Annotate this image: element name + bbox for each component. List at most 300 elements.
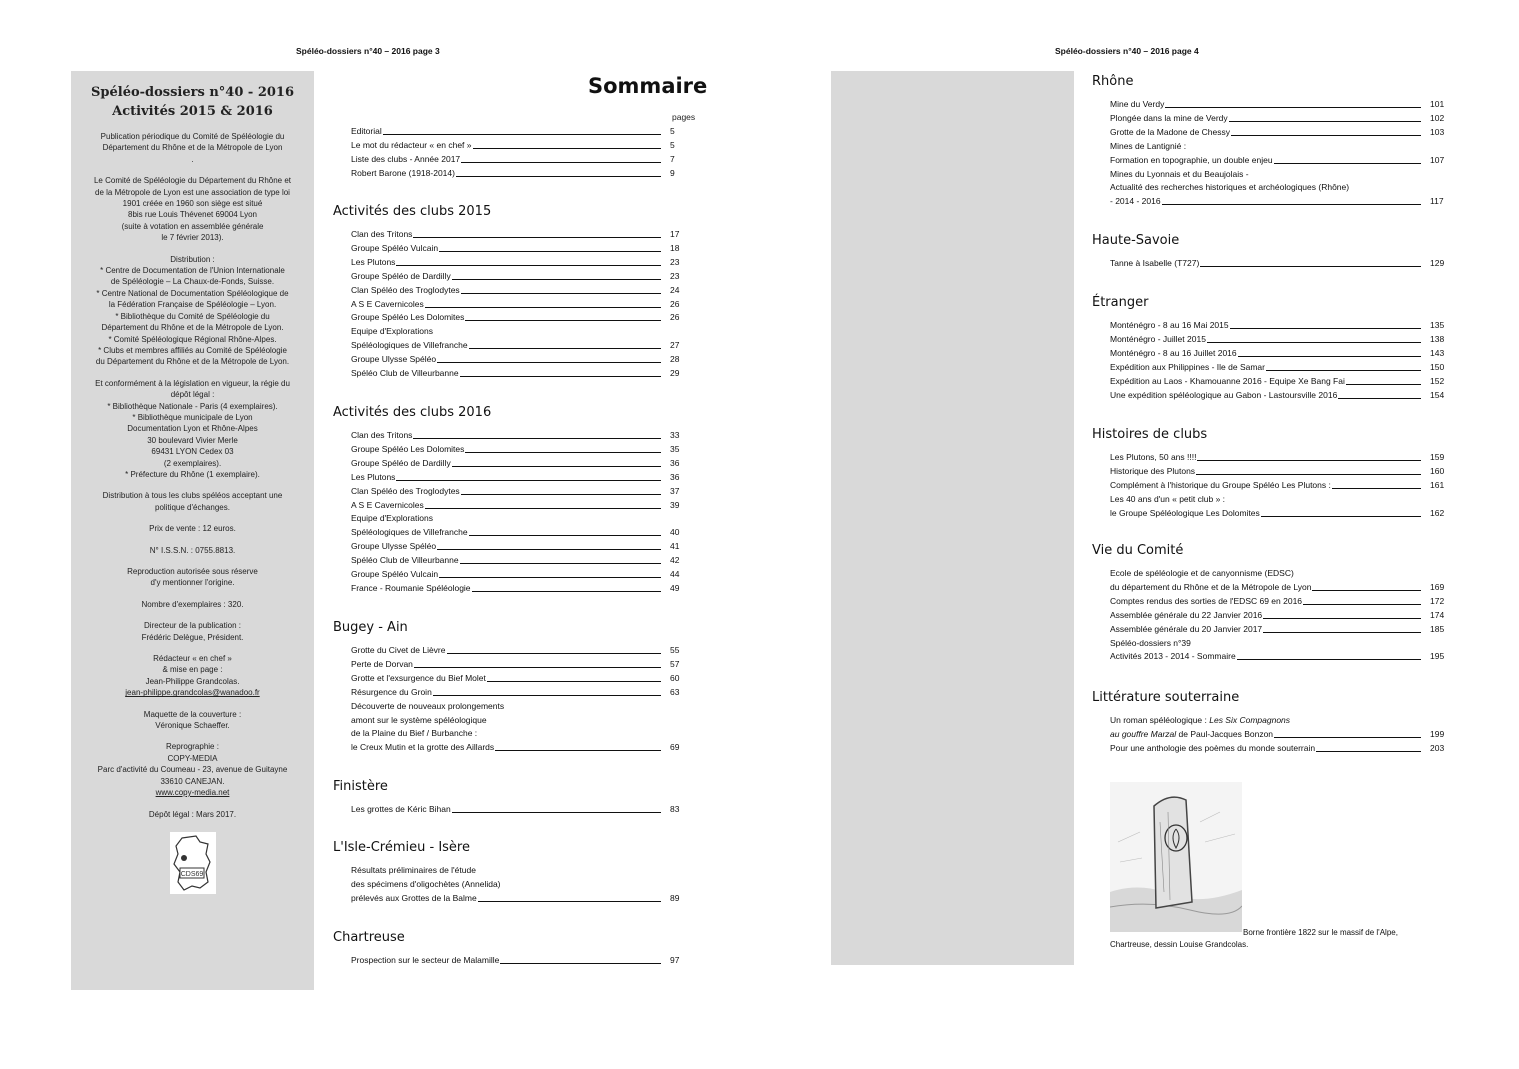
toc-entry-text: le Creux Mutin et la grotte des Aillards <box>351 742 495 753</box>
toc-entry[interactable] <box>1110 478 1445 492</box>
toc-entry[interactable] <box>1110 741 1445 755</box>
toc-entry-text: Grotte et l'exsurgence du Bief Molet <box>351 672 486 683</box>
toc-entry-title <box>351 470 396 484</box>
toc-entry-text: Spéléologiques de Villefranche <box>351 527 468 538</box>
toc-entry-text: Complément à l'historique du Groupe Spéléo Les Plutons : <box>1110 479 1331 490</box>
toc-entry-title <box>351 567 439 581</box>
toc-entry-text: de la Plaine du Bief / Burbanche : <box>351 728 478 739</box>
toc-entry[interactable] <box>351 713 664 727</box>
masthead-line: . <box>191 154 194 164</box>
toc-page-number: 63 <box>670 686 680 697</box>
toc-entry-title <box>1110 727 1274 741</box>
toc-entry[interactable] <box>351 366 680 380</box>
toc-entry-text: Les 40 ans d'un « petit club » : <box>1110 493 1226 504</box>
toc-entry-text: Groupe Spéléo Vulcain <box>351 242 439 253</box>
toc-entry-text: Expédition aux Philippines - Ile de Samar <box>1110 361 1265 372</box>
toc-page-number: 150 <box>1430 361 1445 372</box>
toc-page-number: 17 <box>670 229 680 239</box>
toc-entry[interactable] <box>1110 194 1444 208</box>
masthead-line: Parc d'activité du Coumeau - 23, avenue de Guitayne <box>97 765 288 775</box>
toc-entry-text: Clan des Tritons <box>351 229 413 239</box>
toc-entry-title <box>351 511 434 525</box>
toc-entry[interactable] <box>351 581 680 595</box>
toc-entry-text: Groupe Ulysse Spéléo <box>351 354 437 365</box>
pages-column-header: pages <box>672 112 696 122</box>
masthead-line: dépôt légal : <box>170 390 215 400</box>
masthead-block <box>71 523 314 534</box>
toc-entry-text: Groupe Spéléo Les Dolomites <box>351 443 465 454</box>
toc-page-number: 41 <box>670 541 680 552</box>
toc-page-number: 69 <box>670 742 680 753</box>
toc-entry-title <box>351 227 413 241</box>
toc-entry[interactable] <box>351 553 680 567</box>
masthead-line: 69431 LYON Cedex 03 <box>151 447 234 457</box>
masthead-line: Nombre d'exemplaires : 320. <box>141 599 244 609</box>
masthead-block <box>71 490 314 513</box>
toc-entry[interactable] <box>351 740 680 754</box>
toc-entry-text: Equipe d'Explorations <box>351 513 433 524</box>
toc-page-number: 36 <box>670 471 680 482</box>
toc-leader-line <box>351 265 661 266</box>
toc-entry-text: Spéléologiques de Villefranche <box>351 340 468 351</box>
masthead-line: Et conformément à la législation en vigueur, la régie du <box>95 378 290 388</box>
toc-entry[interactable] <box>351 498 680 512</box>
masthead-line: Département du Rhône et de la Métropole de Lyon. <box>101 323 284 333</box>
masthead-line: Jean-Philippe Grandcolas. <box>145 676 240 686</box>
toc-entry-text: Découverte de nouveaux prolongements <box>351 700 505 711</box>
toc-entry-text: Les Plutons <box>351 471 396 482</box>
toc-entry[interactable] <box>1110 256 1445 270</box>
toc-page-number: 37 <box>670 485 680 496</box>
masthead-line: Documentation Lyon et Rhône-Alpes <box>127 424 258 434</box>
toc-entry-text: Spéléo Club de Villeurbanne <box>351 368 459 378</box>
toc-entry-text: Pour une anthologie des poèmes du monde souterrain <box>1110 742 1316 753</box>
toc-entry-text: Clan Spéléo des Troglodytes <box>351 284 460 295</box>
toc-entry[interactable] <box>351 166 675 180</box>
toc-entry-text: Clan Spéléo des Troglodytes <box>351 485 460 496</box>
toc-entry-text: Grotte de la Madone de Chessy <box>1110 126 1231 137</box>
toc-entry-text: Historique des Plutons <box>1110 465 1196 476</box>
toc-entry-title <box>1110 153 1274 167</box>
toc-entry[interactable] <box>1110 636 1424 650</box>
toc-page-number: 36 <box>670 457 680 468</box>
toc-entry[interactable] <box>1110 97 1445 111</box>
masthead-line: COPY-MEDIA <box>167 753 218 763</box>
toc-entry-title <box>351 740 495 754</box>
toc-entry-text: prélevés aux Grottes de la Balme <box>351 892 477 903</box>
toc-entry-title <box>1110 256 1200 270</box>
toc-entry-text: Monténégro - 8 au 16 Mai 2015 <box>1110 320 1229 330</box>
section-heading: Vie du Comité <box>1092 543 1184 558</box>
toc-entry-title <box>1110 388 1338 402</box>
toc-entry-text: Groupe Spéléo de Dardilly <box>351 270 451 281</box>
toc-entry[interactable] <box>351 685 680 699</box>
masthead-block <box>71 545 314 556</box>
printer-website-link[interactable]: www.copy-media.net <box>155 788 230 798</box>
toc-entry-text: Groupe Ulysse Spéléo <box>351 541 437 552</box>
toc-entry[interactable] <box>351 324 664 338</box>
masthead-line: Reproduction autorisée sous réserve <box>127 567 258 576</box>
toc-entry-title <box>351 166 456 180</box>
toc-entry-text: Résultats préliminaires de l'étude <box>351 865 476 875</box>
toc-entry[interactable] <box>351 643 680 657</box>
toc-entry[interactable] <box>351 456 680 470</box>
toc-entry-title <box>1110 492 1226 506</box>
masthead-line: 1901 créée en 1960 son siège est situé <box>122 199 263 209</box>
toc-page-number: 40 <box>670 527 680 538</box>
toc-entry[interactable] <box>351 124 675 138</box>
toc-entry-italic-text: au gouffre Marzal <box>1110 728 1177 739</box>
toc-entry-text: Mine du Verdy <box>1110 99 1165 109</box>
toc-entry-text: Monténégro - Juillet 2015 <box>1110 333 1206 344</box>
masthead-line: Publication périodique du Comité de Spéléologie du <box>100 132 285 141</box>
toc-entry-title <box>1110 194 1162 208</box>
toc-entry-text: Groupe Spéléo de Dardilly <box>351 457 451 468</box>
toc-page-number: 102 <box>1430 112 1445 123</box>
toc-page-number: 27 <box>670 340 680 351</box>
toc-entry-text: Les Plutons <box>351 256 396 267</box>
masthead-line: * Préfecture du Rhône (1 exemplaire). <box>125 469 260 479</box>
toc-entry[interactable] <box>1110 374 1445 388</box>
toc-entry-text: Le mot du rédacteur « en chef » <box>351 139 472 150</box>
toc-entry-title <box>351 726 478 740</box>
toc-page-number: 159 <box>1430 452 1445 462</box>
masthead-line: Frédéric Delègue, Président. <box>141 632 244 642</box>
toc-entry-title <box>351 643 447 657</box>
toc-entry[interactable] <box>351 297 680 311</box>
toc-entry-title <box>1110 741 1316 755</box>
section-heading: Activités des clubs 2015 <box>333 204 492 219</box>
toc-entry-title <box>1110 97 1165 111</box>
toc-entry-title <box>351 442 465 456</box>
toc-entry[interactable] <box>351 953 680 967</box>
toc-entry[interactable] <box>1110 167 1424 181</box>
toc-entry-title <box>1110 636 1192 650</box>
toc-entry[interactable] <box>1110 622 1445 636</box>
toc-entry-title <box>1110 608 1263 622</box>
toc-entry[interactable] <box>351 726 664 740</box>
toc-entry-title <box>1110 649 1237 663</box>
masthead-line: Dépôt légal : Mars 2017. <box>148 809 237 819</box>
masthead-line: 8bis rue Louis Thévenet 69004 Lyon <box>128 210 257 220</box>
toc-entry-text: Clan des Tritons <box>351 430 413 440</box>
toc-entry[interactable] <box>1110 332 1445 346</box>
toc-entry-title <box>1110 374 1346 388</box>
toc-entry-title <box>1110 180 1350 194</box>
section-heading: L'Isle-Crémieu - Isère <box>333 840 470 855</box>
toc-entry-title <box>1110 360 1266 374</box>
toc-entry-title <box>351 428 413 442</box>
toc-entry[interactable] <box>351 877 664 891</box>
illustration-caption-line1: Borne frontière 1822 sur le massif de l'Alpe, <box>1243 928 1398 937</box>
masthead-block <box>71 175 314 243</box>
toc-entry-title <box>351 138 473 152</box>
toc-page-number: 161 <box>1430 479 1445 490</box>
toc-entry[interactable] <box>1110 346 1445 360</box>
masthead-block <box>71 741 314 798</box>
masthead-line: d'y mentionner l'origine. <box>150 578 235 588</box>
toc-page-number: 33 <box>670 430 680 440</box>
masthead-line: Distribution : <box>170 254 215 264</box>
toc-entry-title <box>1110 332 1207 346</box>
toc-page-number: 5 <box>670 126 675 136</box>
toc-entry-title <box>351 581 472 595</box>
toc-entry-title <box>351 953 500 967</box>
masthead-line: le 7 février 2013). <box>161 233 224 243</box>
toc-page-number: 5 <box>670 139 675 150</box>
toc-entry-text: Résurgence du Groin <box>351 686 432 697</box>
toc-entry-text: Liste des clubs - Année 2017 <box>351 153 461 164</box>
toc-entry-text: des spécimens d'oligochètes (Annelida) <box>351 878 501 889</box>
toc-entry[interactable] <box>351 428 680 442</box>
masthead-line: * Centre de Documentation de l'Union Internationale <box>100 266 285 276</box>
sidebar-blank <box>831 71 1074 965</box>
toc-page-number: 160 <box>1430 465 1445 476</box>
toc-entry-text: Les Plutons, 50 ans !!!! <box>1110 452 1197 462</box>
toc-entry[interactable] <box>1110 608 1445 622</box>
toc-entry-title <box>1110 346 1238 360</box>
toc-entry[interactable] <box>351 269 680 283</box>
masthead-line: 30 boulevard Vivier Merle <box>147 435 238 445</box>
toc-page-number: 83 <box>670 804 680 814</box>
toc-entry-title <box>351 525 469 539</box>
masthead-line: * Clubs et membres affiliés au Comité de Spéléologie <box>98 345 287 355</box>
toc-page-number: 49 <box>670 582 680 593</box>
toc-page-number: 18 <box>670 242 680 253</box>
toc-page-number: 42 <box>670 555 680 566</box>
toc-entry[interactable] <box>351 470 680 484</box>
masthead-line: (2 exemplaires). <box>163 458 222 468</box>
toc-entry[interactable] <box>1110 180 1424 194</box>
toc-entry-text: Monténégro - 8 au 16 Juillet 2016 <box>1110 347 1237 358</box>
toc-entry[interactable] <box>351 310 680 324</box>
masthead-line: de la Métropole de Lyon est une association de type loi <box>95 187 290 197</box>
toc-entry-text: Editorial <box>351 126 382 136</box>
toc-entry-title <box>351 124 383 138</box>
masthead-title <box>71 83 314 121</box>
masthead-line: du Département du Rhône et de la Métropole de Lyon. <box>95 357 290 367</box>
toc-entry[interactable] <box>351 863 664 877</box>
section-heading: Étranger <box>1092 295 1149 310</box>
toc-entry-text: Ecole de spéléologie et de canyonnisme (EDSC) <box>1110 568 1294 578</box>
toc-entry-title <box>351 269 452 283</box>
masthead-line: * Bibliothèque du Comité de Spéléologie du <box>115 311 270 321</box>
toc-entry-title <box>1110 464 1196 478</box>
running-head-left: Spéléo-dossiers n°40 – 2016 page 3 <box>296 46 440 56</box>
masthead-line: Le Comité de Spéléologie du Département du Rhône et <box>93 176 292 186</box>
toc-entry[interactable] <box>1110 713 1424 727</box>
masthead-block <box>71 131 314 165</box>
masthead-block <box>71 620 314 643</box>
toc-page-number: 138 <box>1430 333 1445 344</box>
toc-entry-text: Comptes rendus des sorties de l'EDSC 69 en 2016 <box>1110 595 1303 606</box>
toc-entry-text: Prospection sur le secteur de Malamille <box>351 955 500 965</box>
toc-page-number: 89 <box>670 892 680 903</box>
toc-entry[interactable] <box>1110 492 1424 506</box>
toc-entry[interactable] <box>1110 506 1445 520</box>
toc-entry-title <box>351 802 452 816</box>
toc-entry[interactable] <box>351 539 680 553</box>
toc-entry[interactable] <box>351 802 680 816</box>
toc-entry-title <box>351 539 437 553</box>
toc-entry-title <box>351 863 477 877</box>
toc-entry[interactable] <box>351 525 680 539</box>
toc-entry-title <box>1110 566 1295 580</box>
toc-page-number: 57 <box>670 658 680 669</box>
toc-entry-text: Activités 2013 - 2014 - Sommaire <box>1110 651 1236 662</box>
toc-page-number: 143 <box>1430 347 1445 358</box>
illustration-caption-line2: Chartreuse, dessin Louise Grandcolas. <box>1110 940 1249 949</box>
toc-entry[interactable] <box>351 511 664 525</box>
section-heading: Finistère <box>333 779 388 794</box>
toc-entry-title <box>351 352 437 366</box>
toc-entry-title <box>1110 594 1303 608</box>
section-heading: Haute-Savoie <box>1092 233 1180 248</box>
toc-entry-title <box>351 713 488 727</box>
toc-page-number: 26 <box>670 312 680 323</box>
toc-page-number: 44 <box>670 569 680 579</box>
masthead-line: Véronique Schaeffer. <box>155 721 230 731</box>
toc-entry[interactable] <box>1110 153 1445 167</box>
toc-entry-text: - 2014 - 2016 <box>1110 196 1161 207</box>
toc-entry[interactable] <box>351 283 680 297</box>
toc-entry[interactable] <box>351 567 680 581</box>
toc-page-number: 55 <box>670 645 680 655</box>
toc-page-number: 60 <box>670 672 680 683</box>
toc-entry-title <box>351 241 439 255</box>
toc-entry[interactable] <box>351 484 680 498</box>
border-stone-illustration <box>1110 782 1242 932</box>
toc-page-number: 28 <box>670 354 680 365</box>
toc-entry-title <box>1110 139 1187 153</box>
masthead-line: Directeur de la publication : <box>144 621 241 631</box>
toc-entry-text-after: de Paul-Jacques Bonzon <box>1176 728 1274 739</box>
toc-page-number: 162 <box>1430 507 1445 518</box>
editor-email-link[interactable]: jean-philippe.grandcolas@wanadoo.fr <box>125 688 260 698</box>
masthead-line: politique d'échanges. <box>155 502 230 512</box>
toc-entry[interactable] <box>351 241 680 255</box>
masthead-line: 33610 CANEJAN. <box>160 776 225 786</box>
toc-entry[interactable] <box>1110 464 1445 478</box>
toc-entry[interactable] <box>351 138 675 152</box>
toc-entry[interactable] <box>351 671 680 685</box>
masthead-line: Département du Rhône et de la Métropole de Lyon <box>102 143 283 153</box>
toc-entry-title <box>1110 713 1291 727</box>
toc-entry-title <box>351 699 505 713</box>
toc-page-number: 23 <box>670 256 680 267</box>
toc-page-number: 101 <box>1430 99 1445 109</box>
toc-page-number: 203 <box>1430 742 1445 753</box>
toc-entry-title <box>351 891 478 905</box>
toc-entry-title <box>1110 506 1261 520</box>
toc-page-number: 129 <box>1430 258 1445 268</box>
toc-page-number: 9 <box>670 167 675 178</box>
toc-entry[interactable] <box>1110 111 1445 125</box>
toc-entry[interactable] <box>1110 649 1445 663</box>
toc-entry[interactable] <box>351 657 680 671</box>
toc-entry[interactable] <box>1110 125 1445 139</box>
toc-entry-text: Tanne à Isabelle (T727) <box>1110 258 1200 268</box>
masthead-block <box>71 709 314 732</box>
toc-entry[interactable] <box>351 152 675 166</box>
toc-entry-text: Spéléo-dossiers n°39 <box>1110 637 1191 648</box>
page-title: Sommaire <box>588 74 708 98</box>
toc-entry[interactable] <box>351 699 664 713</box>
toc-entry-title <box>1110 318 1230 332</box>
toc-page-number: 152 <box>1430 375 1445 386</box>
toc-entry[interactable] <box>1110 594 1445 608</box>
masthead-block <box>71 809 314 820</box>
toc-entry-title <box>1110 111 1229 125</box>
toc-page-number: 39 <box>670 499 680 510</box>
toc-entry-text: France - Roumanie Spéléologie <box>351 582 471 593</box>
toc-entry-title <box>351 152 461 166</box>
masthead-line: * Bibliothèque Nationale - Paris (4 exemplaires). <box>107 401 278 411</box>
masthead-block <box>71 566 314 589</box>
toc-page-number: 26 <box>670 298 680 309</box>
masthead-block <box>71 378 314 481</box>
masthead-title-line2: Activités 2015 & 2016 <box>112 104 273 119</box>
toc-entry[interactable] <box>1110 139 1424 153</box>
masthead-line: * Comité Spéléologique Régional Rhône-Alpes. <box>108 334 277 344</box>
toc-entry-title <box>351 456 452 470</box>
toc-entry[interactable] <box>1110 388 1445 402</box>
masthead-line: Distribution à tous les clubs spéléos acceptant une <box>102 491 283 501</box>
toc-entry[interactable] <box>351 891 680 905</box>
toc-entry-title <box>351 324 434 338</box>
toc-page-number: 23 <box>670 270 680 281</box>
toc-entry-title <box>1110 167 1250 181</box>
toc-page-number: 117 <box>1430 196 1444 207</box>
toc-page-number: 172 <box>1430 595 1445 606</box>
toc-entry-text: Groupe Spéléo Les Dolomites <box>351 312 465 323</box>
toc-entry[interactable] <box>1110 360 1445 374</box>
toc-entry[interactable] <box>1110 580 1445 594</box>
masthead-line: N° I.S.S.N. : 0755.8813. <box>149 545 236 555</box>
toc-entry[interactable] <box>1110 566 1424 580</box>
toc-entry[interactable] <box>351 255 680 269</box>
toc-entry-text: Plongée dans la mine de Verdy <box>1110 112 1228 123</box>
toc-page-number: 154 <box>1430 389 1445 400</box>
toc-entry-text: Mines du Lyonnais et du Beaujolais - <box>1110 168 1249 179</box>
toc-entry-title <box>1110 125 1231 139</box>
toc-entry-title <box>351 255 396 269</box>
toc-entry-text: Une expédition spéléologique au Gabon - Lastoursville 2016 <box>1110 389 1338 400</box>
toc-entry[interactable] <box>1110 727 1445 741</box>
toc-entry[interactable] <box>351 227 680 241</box>
toc-entry[interactable] <box>351 352 680 366</box>
section-heading: Chartreuse <box>333 930 405 945</box>
toc-entry[interactable] <box>351 338 680 352</box>
toc-entry-text: Formation en topographie, un double enjeu <box>1110 154 1273 165</box>
toc-entry-title <box>351 657 414 671</box>
toc-entry-title <box>1110 580 1312 594</box>
toc-entry-text: le Groupe Spéléologique Les Dolomites <box>1110 507 1260 518</box>
toc-entry-title <box>351 484 461 498</box>
masthead-line: la Fédération Française de Spéléologie – Lyon. <box>108 300 277 310</box>
svg-text:CDS69: CDS69 <box>180 870 203 878</box>
toc-entry[interactable] <box>351 442 680 456</box>
toc-entry-text: Assemblée générale du 20 Janvier 2017 <box>1110 623 1263 634</box>
toc-entry-title <box>351 366 460 380</box>
toc-page-number: 195 <box>1430 651 1445 662</box>
toc-entry[interactable] <box>1110 450 1445 464</box>
toc-entry-text: Un roman spéléologique : <box>1110 715 1210 725</box>
toc-entry-text: Expédition au Laos - Khamouanne 2016 - Equipe Xe Bang Fai <box>1110 375 1345 386</box>
toc-entry-text: A S E Cavernicoles <box>351 298 424 309</box>
toc-entry[interactable] <box>1110 318 1445 332</box>
toc-entry-text: amont sur le système spéléologique <box>351 714 487 725</box>
